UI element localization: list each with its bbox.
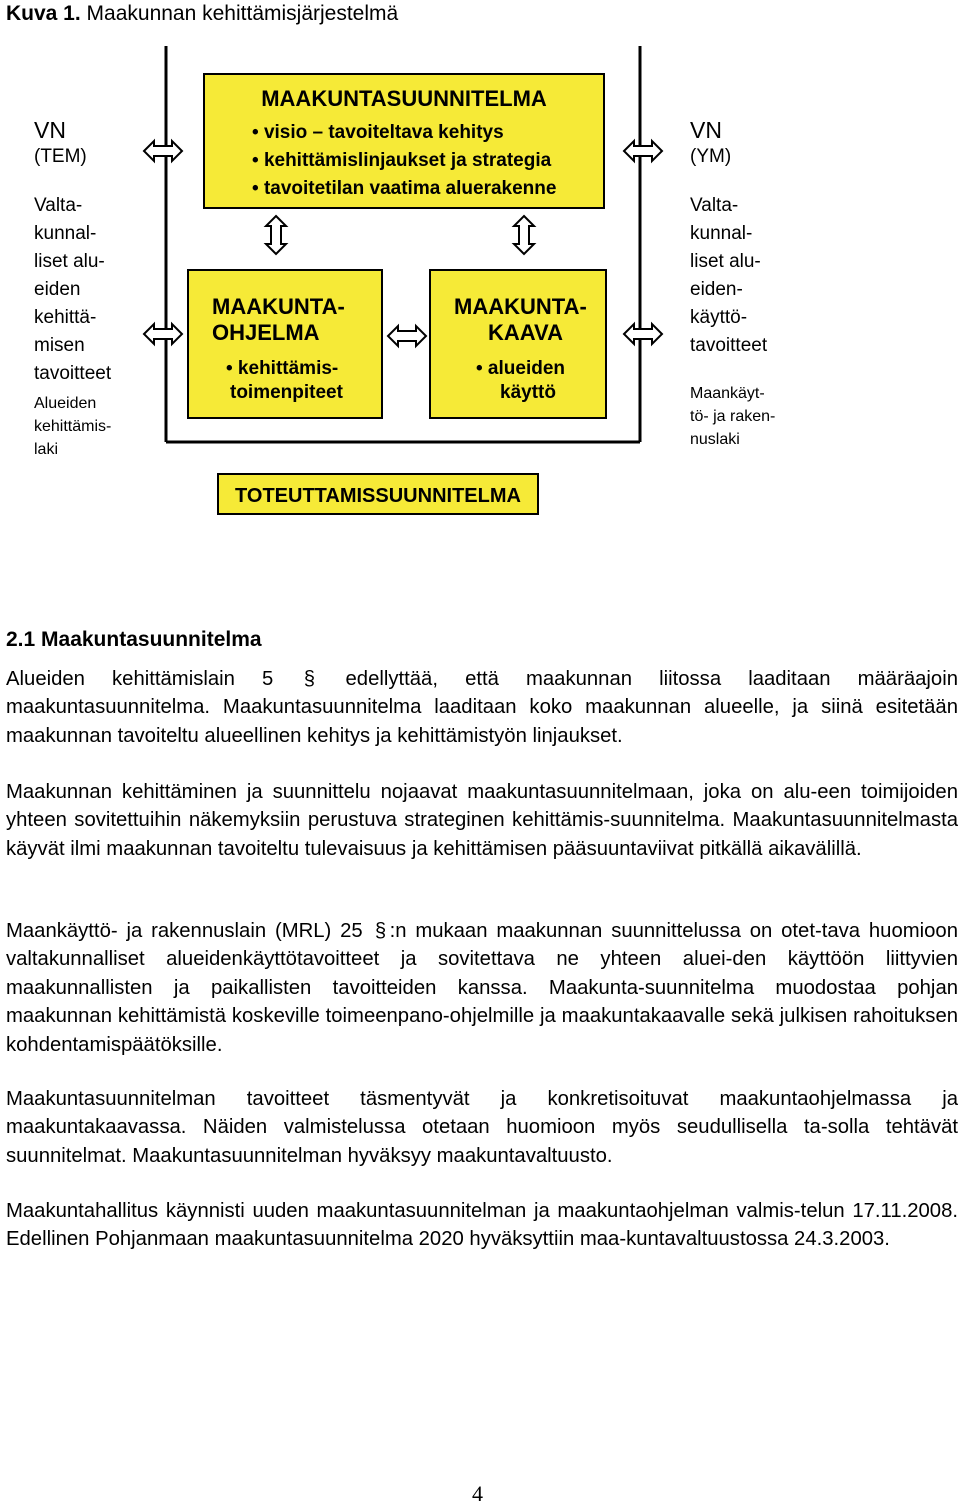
paragraph-4: Maakuntasuunnitelman tavoitteet täsmentyvät ja konkretisoituvat maakuntaohjelmassa ja maakuntakaavassa. Näiden valmistelussa otetaan huomioon myös seudullisella ta-solla tehtävät suunnitelmat. Maakuntasuunnitelman hyväksyy maakuntavaltuusto. (6, 1088, 958, 1167)
top-box-maakuntasuunnitelma (204, 74, 604, 208)
left-box-title-2: OHJELMA (212, 320, 320, 345)
section-sign-icon: § (374, 920, 387, 942)
right-vn-label: VN (690, 117, 722, 143)
figure-title: Maakunnan kehittämisjärjestelmä (86, 2, 399, 25)
top-box-title: MAAKUNTASUUNNITELMA (261, 86, 547, 111)
left-middle-double-arrow-icon (144, 324, 182, 344)
right-vertical-double-arrow-icon (514, 216, 534, 254)
left-goals-text: Valta- kunnal- liset alu- eiden kehittä- misen tavoitteet (34, 195, 112, 384)
right-box-bullet-1: • alueiden (476, 358, 566, 379)
section-heading: 2.1 Maakuntasuunnitelma (6, 628, 262, 651)
left-box-title-1: MAAKUNTA- (212, 294, 345, 319)
right-law-text: Maankäyt- tö- ja raken- nuslaki (690, 385, 776, 448)
left-top-double-arrow-icon (144, 141, 182, 161)
left-vertical-double-arrow-icon (266, 216, 286, 254)
left-ministry-label: (TEM) (34, 146, 87, 167)
right-box-bullet-2: käyttö (500, 382, 556, 403)
right-box-title-1: MAAKUNTA- (454, 294, 587, 319)
development-system-diagram (142, 44, 664, 516)
paragraph-3-start: Maankäyttö- ja rakennuslain (MRL) 25 (6, 920, 372, 942)
figure-label: Kuva 1. (6, 2, 81, 25)
paragraph-2: Maakunnan kehittäminen ja suunnittelu nojaavat maakuntasuunnitelmaan, joka on alu-een toimijoiden yhteen sovitettuihin näkemyksiin perustuva strateginen kehittämis-suunnitelma. Maakuntasuunnitelmasta käyvät ilmi maakunnan tavoiteltu tulevaisuus ja kehittämisen pääsuuntaviivat pitkällä aikavälillä. (6, 781, 958, 860)
left-box-bullet-2: toimenpiteet (230, 382, 343, 403)
paragraph-3 (6, 917, 958, 1059)
bottom-box-title: TOTEUTTAMISSUUNNITELMA (235, 485, 521, 507)
left-side-labels (34, 117, 111, 461)
left-law-text: Alueiden kehittämis- laki (34, 395, 112, 458)
left-vn-label: VN (34, 117, 66, 143)
paragraph-3-end: :n mukaan maakunnan suunnittelussa on otet-tava huomioon valtakunnalliset alueidenkäyttötavoitteet ja sovitettava ne yhteen aluei-den käyttöön liittyvien maakunnallisten ja paikallisten tavoitteiden kanssa. Maakunta-suunnitelma muodostaa pohjan maakunnan kehittämistä koskeville toimeenpano-ohjelmille ja maakuntakaavalle sekä julkisen rahoituksen kohdentamispäätöksille. (6, 920, 958, 1056)
right-box-title-2: KAAVA (488, 320, 563, 345)
center-double-arrow-icon (388, 326, 426, 346)
top-box-bullet-1: • visio – tavoiteltava kehitys (252, 122, 504, 143)
right-box-maakuntakaava (430, 270, 606, 418)
left-box-bullet-1: • kehittämis- (226, 358, 339, 379)
left-box-maakuntaohjelma (188, 270, 382, 418)
right-goals-text: Valta- kunnal- liset alu- eiden- käyttö- tavoitteet (690, 195, 768, 356)
right-middle-double-arrow-icon (624, 324, 662, 344)
right-ministry-label: (YM) (690, 146, 732, 167)
paragraph-5: Maakuntahallitus käynnisti uuden maakuntasuunnitelman ja maakuntaohjelman valmis-telun 17.11.2008. Edellinen Pohjanmaan maakuntasuunnitelma 2020 hyväksyttiin maa-kuntavaltuustossa 24.3.2003. (6, 1200, 958, 1251)
paragraph-1-start: Alueiden kehittämislain 5 (6, 668, 301, 690)
right-top-double-arrow-icon (624, 141, 662, 161)
paragraph-1-end: edellyttää, että maakunnan liitossa laaditaan määräajoin maakuntasuunnitelma. Maakuntasuunnitelma laaditaan koko maakunnan alueelle, ja siinä esitetään maakunnan tavoiteltu alueellinen kehitys ja kehittämistyön linjaukset. (6, 668, 958, 747)
page-number: 4 (472, 1481, 483, 1506)
section-sign-icon: § (303, 668, 316, 690)
bottom-box-toteuttamissuunnitelma (218, 474, 538, 514)
figure-caption (6, 2, 398, 26)
top-box-bullet-3: • tavoitetilan vaatima aluerakenne (252, 178, 557, 199)
right-side-labels (690, 117, 775, 451)
top-box-bullet-2: • kehittämislinjaukset ja strategia (252, 150, 552, 171)
paragraph-1 (6, 665, 958, 750)
